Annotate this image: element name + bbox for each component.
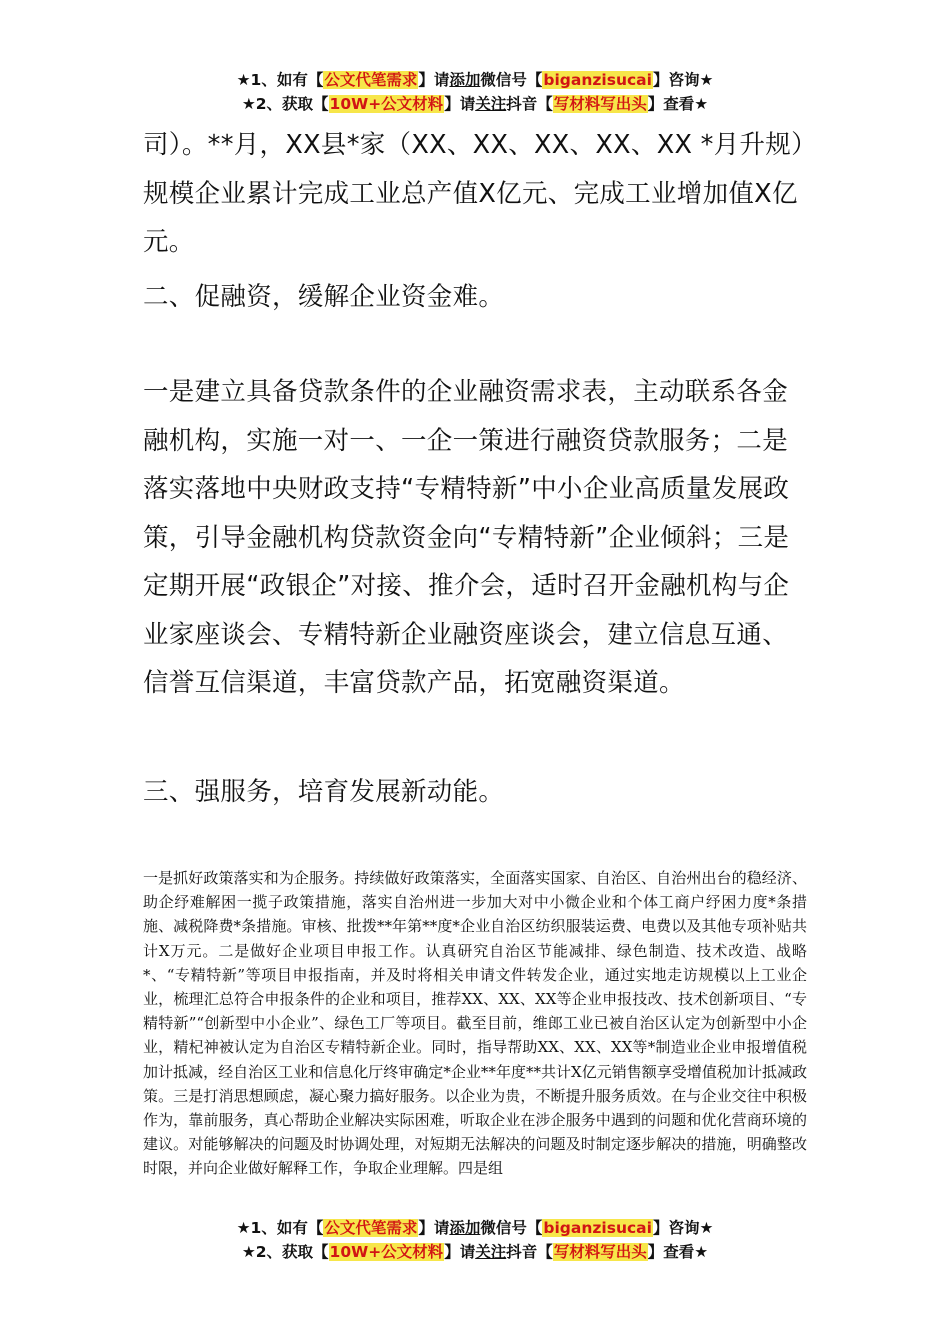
promo-line-1	[0, 1216, 950, 1240]
section-heading-services: 三、强服务，培育发展新动能。	[143, 777, 505, 807]
section-paragraph-financing: 一是建立具备贷款条件的企业融资需求表，主动联系各金融机构，实施一对一、一企一策进行融资贷款服务；二是落实落地中央财政支持“专精特新”中小企业高质量发展政策，引导金融机构贷款资金向“专精特新”企业倾斜；三是定期开展“政银企”对接、推介会，适时召开金融机构与企业家座谈会、专精特新企业融资座谈会，建立信息互通、信誉互信渠道，丰富贷款产品，拓宽融资渠道。	[143, 377, 790, 698]
promo-wechat-id: biganzisucai	[543, 71, 652, 89]
promo-text: 抖音【	[506, 95, 553, 113]
promo-text: 微信号【	[480, 71, 543, 89]
promo-text: 】请	[418, 71, 450, 89]
promo-underlined-text: 关注	[475, 1243, 507, 1261]
promo-text: 】请	[418, 1219, 450, 1237]
promo-highlight: 公文代笔需求	[324, 1219, 418, 1237]
promo-wechat-id: biganzisucai	[543, 1219, 652, 1237]
promo-text: ★1、如有【	[236, 1219, 324, 1237]
header-promo-banner	[0, 68, 950, 116]
intro-paragraph: 司）。**月，XX县*家（XX、XX、XX、XX、XX *月升规）规模企业累计完成工业总产值X亿元、完成工业增加值X亿元。	[143, 130, 805, 257]
promo-highlight: 10W+公文材料	[329, 95, 444, 113]
promo-highlight: 10W+公文材料	[329, 1243, 444, 1261]
promo-line-2	[0, 1240, 950, 1264]
promo-highlight: 公文代笔需求	[324, 71, 418, 89]
promo-underlined-text: 添加	[449, 71, 481, 89]
promo-text: 】查看★	[647, 1243, 709, 1261]
promo-text: 抖音【	[506, 1243, 553, 1261]
promo-underlined-text: 关注	[475, 95, 507, 113]
promo-line-2	[0, 92, 950, 116]
promo-douyin-id: 写材料写出头	[553, 1243, 647, 1261]
section-heading-financing: 二、促融资，缓解企业资金难。	[143, 282, 505, 312]
promo-douyin-id: 写材料写出头	[553, 95, 647, 113]
promo-line-1	[0, 68, 950, 92]
promo-text: 】查看★	[647, 95, 709, 113]
promo-text: 】咨询★	[652, 71, 714, 89]
promo-underlined-text: 添加	[449, 1219, 481, 1237]
promo-text: 】请	[444, 1243, 476, 1261]
promo-text: 】咨询★	[652, 1219, 714, 1237]
promo-text: 】请	[444, 95, 476, 113]
promo-text: 微信号【	[480, 1219, 543, 1237]
promo-text: ★2、获取【	[241, 95, 329, 113]
section-paragraph-services: 一是抓好政策落实和为企服务。持续做好政策落实，全面落实国家、自治区、自治州出台的稳经济、助企纾难解困一揽子政策措施，落实自治州进一步加大对中小微企业和个体工商户纾困力度*条措施、减税降费*条措施。审核、批拨**年第**度*企业自治区纺织服装运费、电费以及其他专项补贴共计X万元。二是做好企业项目申报工作。认真研究自治区节能减排、绿色制造、技术改造、战略*、“专精特新”等项目申报指南，并及时将相关申请文件转发企业，通过实地走访规模以上工业企业，梳理汇总符合申报条件的企业和项目，推荐XX、XX、XX等企业申报技改、技术创新项目、“专精特新”“创新型中小企业”、绿色工厂等项目。截至目前，维郎工业已被自治区认定为创新型中小企业，精杞神被认定为自治区专精特新企业。同时，指导帮助XX、XX、XX等*制造业企业申报增值税加计抵减，经自治区工业和信息化厅终审确定*企业**年度**共计X亿元销售额享受增值税加计抵减政策。三是打消思想顾虑，凝心聚力搞好服务。以企业为贵，不断提升服务质效。在与企业交往中积极作为，靠前服务，真心帮助企业解决实际困难，听取企业在涉企服务中遇到的问题和优化营商环境的建议。对能够解决的问题及时协调处理，对短期无法解决的问题及时制定逐步解决的措施，明确整改时限，并向企业做好解释工作，争取企业理解。四是组	[143, 869, 807, 1178]
promo-text: ★1、如有【	[236, 71, 324, 89]
promo-text: ★2、获取【	[241, 1243, 329, 1261]
footer-promo-banner	[0, 1216, 950, 1264]
